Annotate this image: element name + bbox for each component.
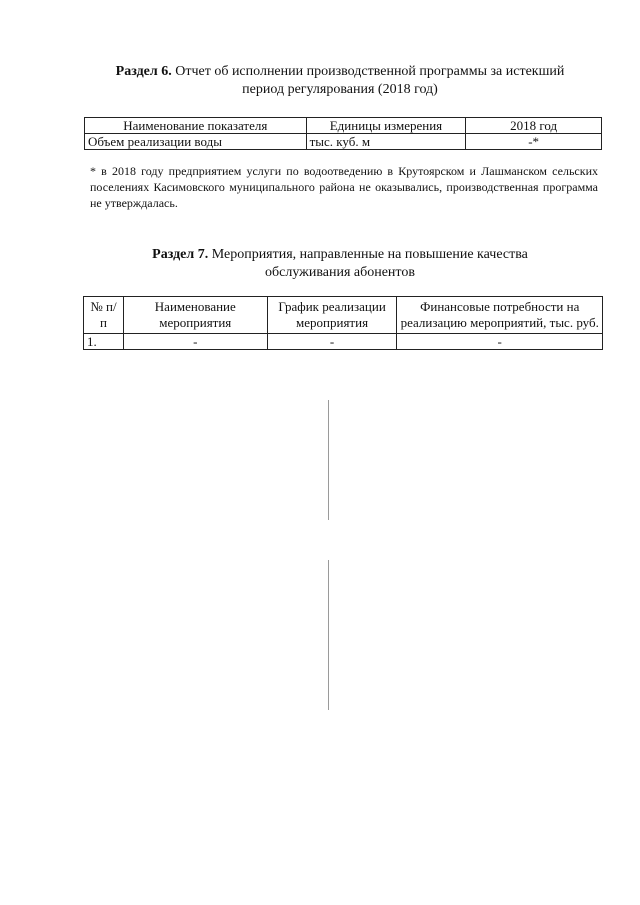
table-row — [85, 134, 602, 150]
header-number: № п/п — [84, 297, 124, 334]
header-units: Единицы измерения — [306, 118, 466, 134]
cell-units: тыс. куб. м — [306, 134, 466, 150]
section-7-label: Раздел 7. — [152, 247, 209, 262]
cell-schedule: - — [267, 334, 397, 350]
table-row — [84, 334, 603, 350]
scan-artifact — [328, 560, 329, 710]
table-header-row — [85, 118, 602, 134]
header-financing: Финансовые потребности на реализацию мероприятий, тыс. руб. — [397, 297, 603, 334]
section-6-title-line1: Отчет об исполнении производственной программы за истекший — [175, 64, 565, 79]
header-indicator-name: Наименование показателя — [85, 118, 307, 134]
section-7-title-line1: Мероприятия, направленные на повышение качества — [211, 247, 528, 262]
section-7-heading — [70, 246, 610, 282]
cell-measure: - — [123, 334, 267, 350]
cell-indicator: Объем реализации воды — [85, 134, 307, 150]
section-6-table — [84, 117, 602, 150]
section-7-title-line2: обслуживания абонентов — [265, 265, 415, 280]
header-schedule: График реализации мероприятия — [267, 297, 397, 334]
cell-number: 1. — [84, 334, 124, 350]
header-year: 2018 год — [466, 118, 602, 134]
footnote: * в 2018 году предприятием услуги по водоотведению в Крутоярском и Лашманском сельских поселениях Касимовского муниципального района не оказывались, производственная программа не утверждалась. — [90, 164, 598, 210]
section-6-title-line2: период регулярования (2018 год) — [242, 82, 438, 97]
section-6-heading — [70, 63, 610, 99]
section-6-label: Раздел 6. — [115, 64, 172, 79]
section-7-table — [83, 296, 603, 350]
cell-financing: - — [397, 334, 603, 350]
table-header-row — [84, 297, 603, 334]
cell-value: -* — [466, 134, 602, 150]
scan-artifact — [328, 400, 329, 520]
header-measure-name: Наименование мероприятия — [123, 297, 267, 334]
